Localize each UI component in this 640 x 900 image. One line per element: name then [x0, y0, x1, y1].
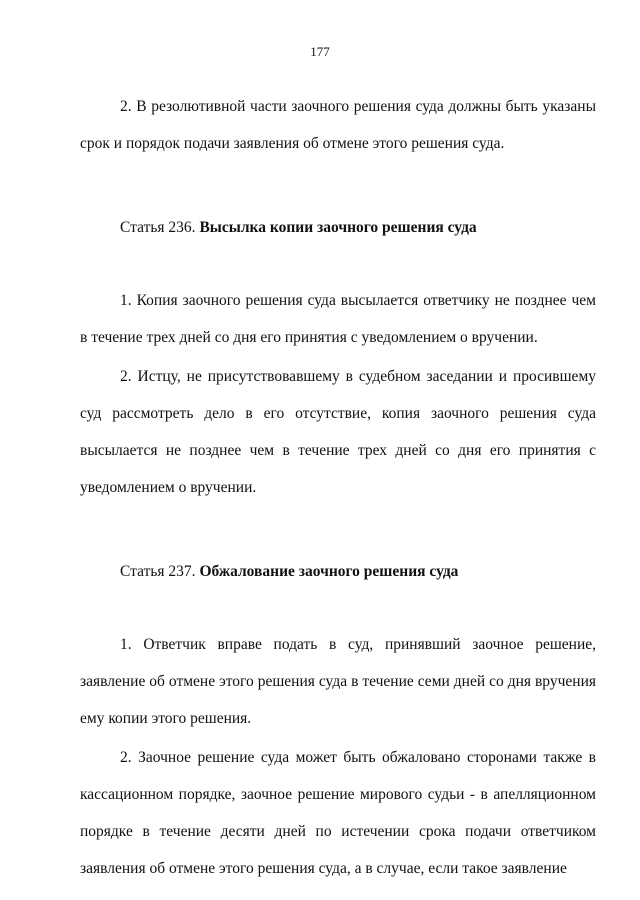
- article-236-label: Статья 236.: [120, 219, 196, 236]
- page-number: 177: [310, 44, 330, 59]
- spacer: [80, 162, 596, 209]
- spacer: [80, 506, 596, 553]
- article-236-paragraph-1: 1. Копия заочного решения суда высылается ответчику не позднее чем в течение трех дней со дня его принятия с уведомлением о вручении.: [80, 292, 596, 346]
- article-237-paragraph-2: 2. Заочное решение суда может быть обжаловано сторонами также в кассационном порядке, заочное решение мирового судьи - в апелляционном порядке в течение десяти дней по истечении срока подачи ответчиком заявления об отмене этого решения суда, а в случае, если такое заявление: [80, 749, 596, 877]
- spacer: [80, 246, 596, 282]
- article-236-title: Высылка копии заочного решения суда: [199, 219, 477, 236]
- article-237-heading: [80, 553, 596, 590]
- spacer: [80, 590, 596, 626]
- article-237-paragraph-1: 1. Ответчик вправе подать в суд, принявший заочное решение, заявление об отмене этого решения суда в течение семи дней со дня вручения ему копии этого решения.: [80, 636, 596, 727]
- document-body: [80, 88, 596, 887]
- article-237-title: Обжалование заочного решения суда: [199, 563, 459, 580]
- article-237-label: Статья 237.: [120, 563, 196, 580]
- article-236-heading: [80, 209, 596, 246]
- article-236-paragraph-2: 2. Истцу, не присутствовавшему в судебном заседании и просившему суд рассмотреть дело в его отсутствие, копия заочного решения суда высылается не позднее чем в течение трех дней со дня его принятия с уведомлением о вручении.: [80, 368, 596, 496]
- intro-paragraph-2: 2. В резолютивной части заочного решения суда должны быть указаны срок и порядок подачи заявления об отмене этого решения суда.: [80, 98, 596, 152]
